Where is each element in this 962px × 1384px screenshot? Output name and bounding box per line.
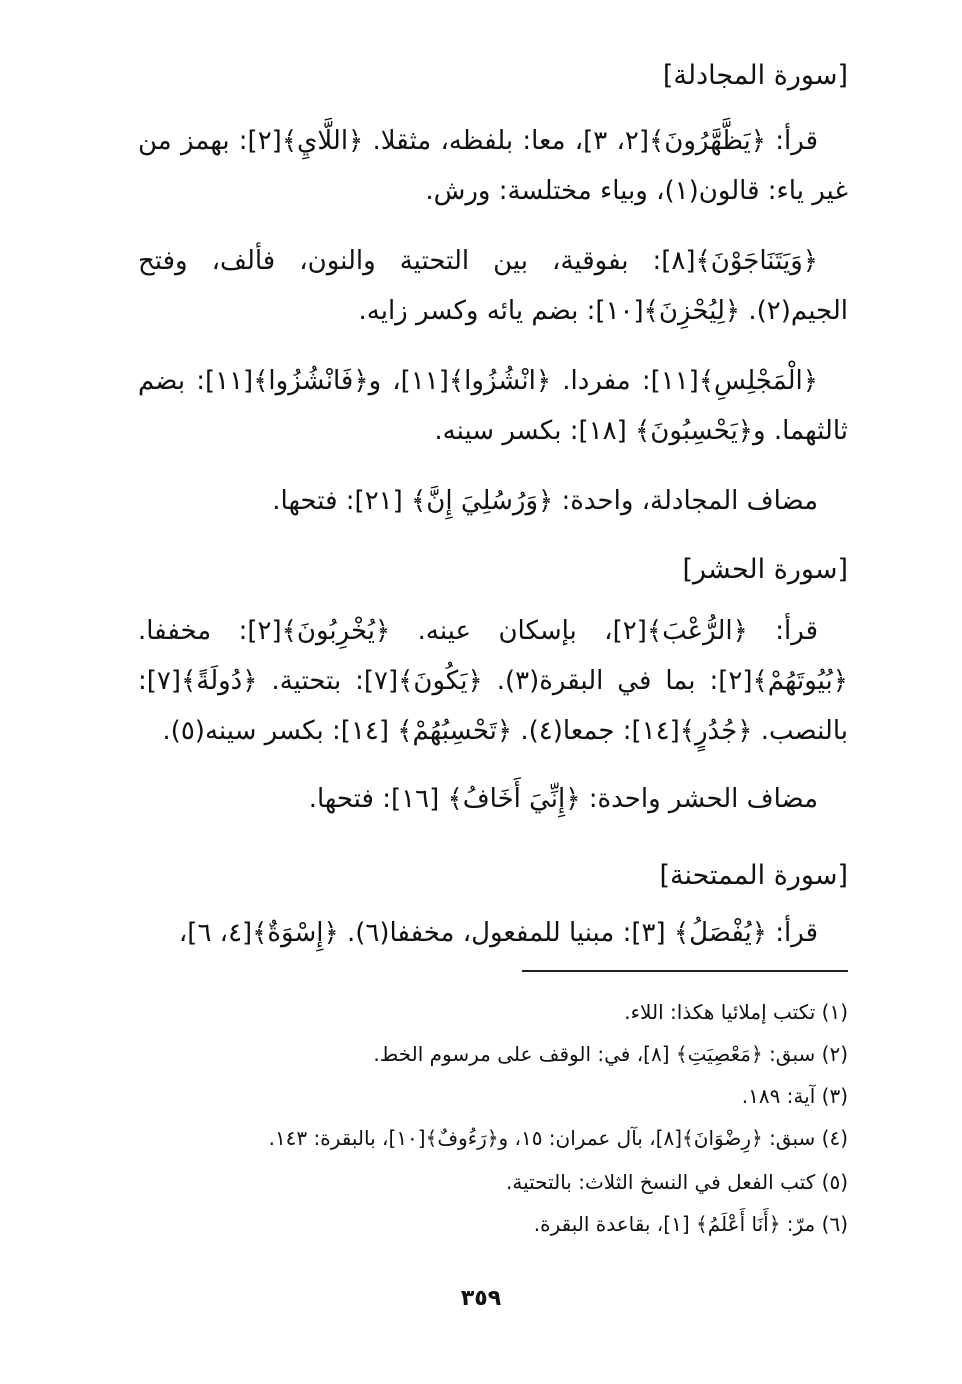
- footnote: (٢) سبق: ﴿مَعْصِيَتِ﴾ [٨]، في: الوقف على مرسوم الخط.: [373, 1042, 848, 1066]
- footnote: (٤) سبق: ﴿رِضْوَانَ﴾[٨]، بآل عمران: ١٥، و﴿رَءُوفٌ﴾[١٠]، بالبقرة: ١٤٣.: [268, 1126, 848, 1150]
- section-heading-mujadila: [سورة المجادلة]: [662, 60, 848, 91]
- paragraph: قرأ: ﴿الرُّعْبَ﴾[٢]، بإسكان عينه. ﴿يُخْرِبُونَ﴾[٢]: مخففا. ﴿بُيُوتَهُمْ﴾[٢]: بما في البقرة(٣). ﴿يَكُونَ﴾[٧]: بتحتية. ﴿دُولَةً﴾[٧]: بالنصب. ﴿جُدُرٍ﴾[١٤]: جمعا(٤). ﴿تَحْسِبُهُمْ﴾ [١٤]: بكسر سينه(٥).: [138, 616, 848, 746]
- paragraph: قرأ: ﴿يَظَّهَّرُونَ﴾[٢، ٣]، معا: بلفظه، مثقلا. ﴿اللَّايِ﴾[٢]: بهمز من غير ياء: قالون(١)، وبياء مختلسة: ورش.: [138, 126, 848, 206]
- page-number: ٣٥٩: [460, 1286, 502, 1311]
- paragraph: ﴿وَيَتَنَاجَوْنَ﴾[٨]: بفوقية، بين التحتية والنون، فألف، وفتح الجيم(٢). ﴿لِيُحْزِنَ﴾[١٠]: بضم يائه وكسر زايه.: [138, 246, 848, 326]
- footnote-separator: [522, 970, 848, 972]
- footnote: (٣) آية: ١٨٩.: [741, 1084, 848, 1108]
- paragraph: ﴿الْمَجْلِسِ﴾[١١]: مفردا. ﴿انْشُزُوا﴾[١١]، و﴿فَانْشُزُوا﴾[١١]: بضم ثالثهما. و﴿يَحْسِبُونَ﴾ [١٨]: بكسر سينه.: [138, 366, 848, 446]
- paragraph: قرأ: ﴿يُفْصَلُ﴾ [٣]: مبنيا للمفعول، مخففا(٦). ﴿إِسْوَةٌ﴾[٤، ٦]،: [178, 918, 818, 948]
- footnote: (٥) كتب الفعل في النسخ الثلاث: بالتحتية.: [506, 1170, 848, 1194]
- section-heading-hashr: [سورة الحشر]: [682, 554, 848, 585]
- footnote: (١) تكتب إملائيا هكذا: اللاء.: [624, 1000, 848, 1024]
- section-heading-mumtahana: [سورة الممتحنة]: [659, 860, 848, 891]
- footnote: (٦) مرّ: ﴿أَنَا أَعْلَمُ﴾ [١]، بقاعدة البقرة.: [533, 1212, 848, 1236]
- paragraph: مضاف المجادلة، واحدة: ﴿وَرُسُلِيَ إِنَّ﴾ [٢١]: فتحها.: [272, 486, 818, 516]
- paragraph: مضاف الحشر واحدة: ﴿إِنِّيَ أَخَافُ﴾ [١٦]: فتحها.: [308, 784, 818, 814]
